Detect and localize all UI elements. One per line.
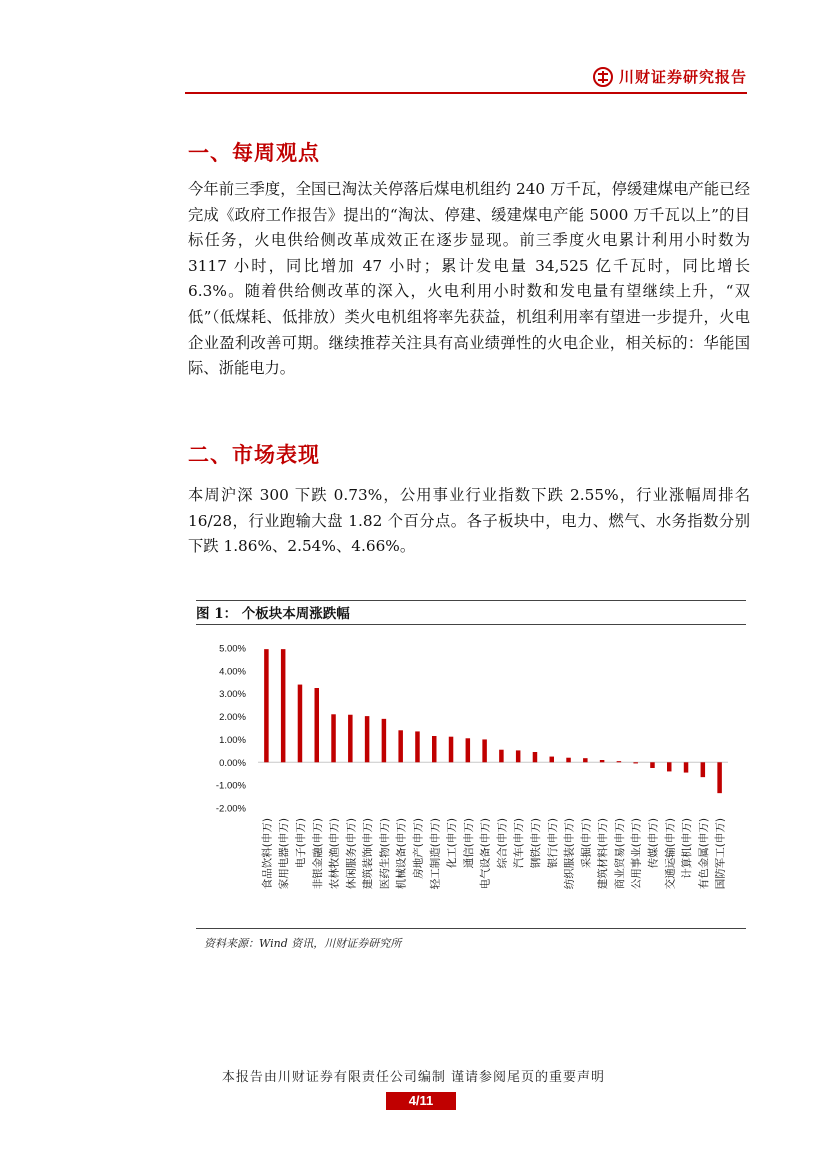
y-tick-label: 5.00% xyxy=(219,643,246,655)
bar xyxy=(617,761,622,762)
bar xyxy=(382,719,387,762)
bar xyxy=(633,762,638,763)
x-tick-label: 传媒(申万) xyxy=(647,818,660,869)
x-tick-label: 化工(申万) xyxy=(446,818,459,869)
x-tick-label: 家用电器(申万) xyxy=(278,818,291,890)
x-tick-label: 非银金融(申万) xyxy=(311,818,324,890)
bar xyxy=(331,714,336,762)
x-tick-label: 计算机(申万) xyxy=(681,818,694,879)
section-body-weekly-view: 今年前三季度，全国已淘汰关停落后煤电机组约 240 万千瓦，停缓建煤电产能已经完成《政府工作报告》提出的“淘汰、停建、缓建煤电产能 5000 万千瓦以上”的目标任务，火电供给侧改革成效正在逐步显现。前三季度火电累计利用小时数为 3117 小时，同比增加 47 小时；累计发电量 34,525 亿千瓦时，同比增长 6.3%。随着供给侧改革的深入，火电利用小时数和发电量有望继续上升，“双低”（低煤耗、低排放）类火电机组将率先获益，机组利用率有望进一步提升，火电企业盈利改善可期。继续推荐关注具有高业绩弹性的火电企业，相关标的：华能国际、浙能电力。 xyxy=(188,180,750,378)
x-tick-label: 钢铁(申万) xyxy=(529,818,542,869)
section-title-weekly-view: 一、每周观点 xyxy=(188,140,320,165)
figure-source: 资料来源：Wind 资讯，川财证券研究所 xyxy=(204,937,402,950)
x-tick-label: 电气设备(申万) xyxy=(479,818,492,890)
x-tick-label: 银行(申万) xyxy=(546,818,559,869)
bar xyxy=(398,730,403,762)
page-number: 4/11 xyxy=(386,1092,456,1110)
y-tick-label: 3.00% xyxy=(219,689,246,701)
bar xyxy=(499,750,504,763)
y-tick-label: -2.00% xyxy=(215,803,246,815)
bar xyxy=(533,752,538,762)
bar xyxy=(281,649,286,762)
bar xyxy=(516,750,521,762)
bar xyxy=(264,649,269,762)
bar xyxy=(667,762,672,771)
x-tick-label: 医药生物(申万) xyxy=(378,818,391,890)
bar xyxy=(298,685,303,763)
x-tick-label: 机械设备(申万) xyxy=(395,818,408,890)
bar xyxy=(482,739,487,762)
x-tick-label: 汽车(申万) xyxy=(513,818,526,869)
x-tick-label: 国防军工(申万) xyxy=(714,818,727,890)
x-tick-label: 商业贸易(申万) xyxy=(613,818,626,890)
x-tick-label: 通信(申万) xyxy=(462,818,475,869)
x-tick-label: 综合(申万) xyxy=(496,818,509,869)
page-header xyxy=(185,66,747,94)
figure-title-rule xyxy=(196,624,746,625)
brand xyxy=(593,66,747,87)
x-tick-label: 交通运输(申万) xyxy=(664,818,677,890)
y-tick-label: 2.00% xyxy=(219,712,246,724)
footer-disclaimer: 本报告由川财证券有限责任公司编制 谨请参阅尾页的重要声明 xyxy=(221,1070,606,1085)
y-tick-label: 4.00% xyxy=(219,666,246,678)
bar xyxy=(365,716,370,762)
bar xyxy=(566,758,571,763)
bar xyxy=(600,760,605,762)
x-tick-label: 公用事业(申万) xyxy=(630,818,643,890)
figure-top-rule xyxy=(196,600,746,601)
y-tick-label: 0.00% xyxy=(219,757,246,769)
figure-1 xyxy=(196,600,746,930)
x-tick-label: 纺织服装(申万) xyxy=(563,818,576,890)
x-tick-label: 建筑材料(申万) xyxy=(597,818,610,890)
bar xyxy=(701,762,706,777)
bar xyxy=(583,758,588,762)
header-rule xyxy=(185,92,747,94)
brand-name: 川财证券研究报告 xyxy=(618,68,747,86)
x-tick-label: 有色金属(申万) xyxy=(697,818,710,890)
section-body-market: 本周沪深 300 下跌 0.73%，公用事业行业指数下跌 2.55%，行业涨幅周排名 16/28，行业跑输大盘 1.82 个百分点。各子板块中，电力、燃气、水务指数分别下跌 1.86%、2.54%、4.66%。 xyxy=(188,486,750,556)
x-tick-label: 轻工制造(申万) xyxy=(429,818,442,890)
chuancai-logo-icon xyxy=(593,67,613,87)
bar xyxy=(415,731,420,762)
x-tick-label: 休闲服务(申万) xyxy=(345,818,358,890)
x-tick-label: 电子(申万) xyxy=(294,818,307,869)
y-tick-label: 1.00% xyxy=(219,734,246,746)
bar xyxy=(550,757,555,763)
x-tick-label: 食品饮料(申万) xyxy=(261,818,274,890)
figure-bottom-rule xyxy=(196,928,746,929)
x-tick-label: 房地产(申万) xyxy=(412,818,425,879)
y-tick-label: -1.00% xyxy=(215,780,246,792)
bar-chart xyxy=(196,628,746,928)
bar xyxy=(717,762,722,793)
x-tick-label: 农林牧渔(申万) xyxy=(328,818,341,890)
figure-title: 图 1： 个板块本周涨跌幅 xyxy=(196,606,350,622)
bar xyxy=(315,688,320,762)
bar xyxy=(684,762,689,772)
section-title-market: 二、市场表现 xyxy=(188,442,320,467)
bar xyxy=(449,737,454,763)
x-tick-label: 采掘(申万) xyxy=(580,818,593,869)
bar xyxy=(348,715,353,763)
bar xyxy=(650,762,655,768)
bar xyxy=(432,736,437,762)
x-tick-label: 建筑装饰(申万) xyxy=(362,818,375,890)
bar xyxy=(466,738,471,762)
